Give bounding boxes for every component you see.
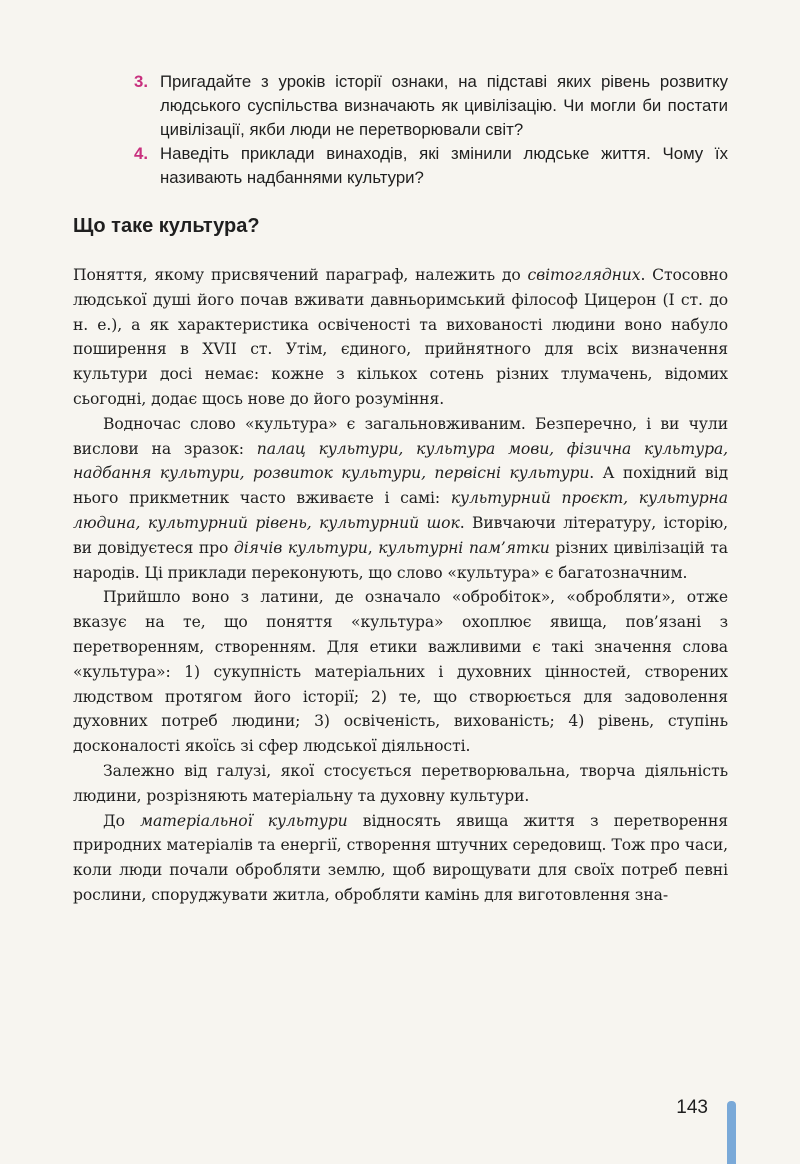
question-number: 4. bbox=[134, 144, 148, 163]
text-run: , bbox=[367, 538, 379, 557]
italic-term: діячів культури bbox=[233, 538, 368, 557]
paragraph-5 bbox=[73, 809, 728, 908]
question-4 bbox=[134, 142, 728, 190]
question-text: Пригадайте з уроків історії ознаки, на підставі яких рівень розвитку людського суспільства визначають як цивілізацію. Чи могли би постати цивілізації, якби люди не перетворювали світ? bbox=[160, 72, 728, 139]
paragraph-2 bbox=[73, 412, 728, 586]
paragraph-3: Прийшло воно з латини, де означало «обробіток», «обробляти», отже вказує на те, що поняття «культура» охоплює явища, пов’язані з перетворенням, створенням. Для етики важливими є такі значення слова «культура»: 1) сукупність матеріальних і духовних цінностей, створених людством протягом його історії; 2) те, що створюється для задоволення духовних потреб людини; 3) освіченість, вихованість; 4) рівень, ступінь досконалості якоїсь зі сфер людської діяльності. bbox=[73, 588, 728, 756]
text-run: різних цивілізацій та народів. Ці приклади переконують, що слово «культура» є багатозначним. bbox=[73, 538, 728, 582]
section-heading: Що таке культура? bbox=[73, 215, 260, 237]
text-run: . А похідний від нього прикметник часто вживаєте і самі: bbox=[73, 464, 729, 508]
text-run: До bbox=[103, 811, 141, 830]
question-number: 3. bbox=[134, 72, 148, 91]
italic-term: матеріальної культури bbox=[140, 811, 348, 830]
paragraph-1 bbox=[73, 263, 728, 412]
review-questions bbox=[134, 70, 728, 190]
page-edge-bar bbox=[727, 1101, 736, 1164]
italic-term: палац культури, культура мови, фізична культура, надбання культури, розвиток культури, первісні культури bbox=[73, 439, 728, 483]
italic-term: світоглядних bbox=[527, 266, 641, 284]
text-run: Водночас слово «культура» є загальновживаним. Безперечно, і ви чули вислови на зразок: bbox=[73, 414, 728, 458]
question-3 bbox=[134, 70, 728, 142]
text-run: . Стосовно людської душі його почав вживати давньоримський філософ Цицерон (І ст. до н. е.), а як характеристика освіченості та вихованості людини воно набуло поширення в XVII ст. Утім, єдиного, прийнятного для всіх визначення культури досі немає: кожне з кількох сотень різних тлумачень, відомих сьогодні, додає щось нове до його розуміння. bbox=[73, 266, 728, 408]
paragraph-4: Залежно від галузі, якої стосується перетворювальна, творча діяльність людини, розрізняють матеріальну та духовну культури. bbox=[73, 761, 728, 805]
question-text: Наведіть приклади винаходів, які змінили людське життя. Чому їх називають надбаннями культури? bbox=[160, 144, 728, 187]
text-run: . Вивчаючи літературу, історію, ви довідуєтеся про bbox=[73, 513, 728, 557]
page-number: 143 bbox=[676, 1097, 708, 1118]
text-run: відносять явища життя з перетворення природних матеріалів та енергії, створення штучних середовищ. Тож про часи, коли люди почали обробляти землю, щоб вирощувати для своїх потреб певні рослини, споруджувати житла, обробляти камінь для виготовлення зна- bbox=[73, 811, 728, 904]
italic-term: культурний проєкт, культурна людина, культурний рівень, культурний шок bbox=[73, 489, 728, 532]
text-run: Поняття, якому присвячений параграф, належить до bbox=[73, 266, 528, 284]
italic-term: культурні пам’ятки bbox=[378, 538, 550, 557]
body-text bbox=[73, 263, 728, 908]
